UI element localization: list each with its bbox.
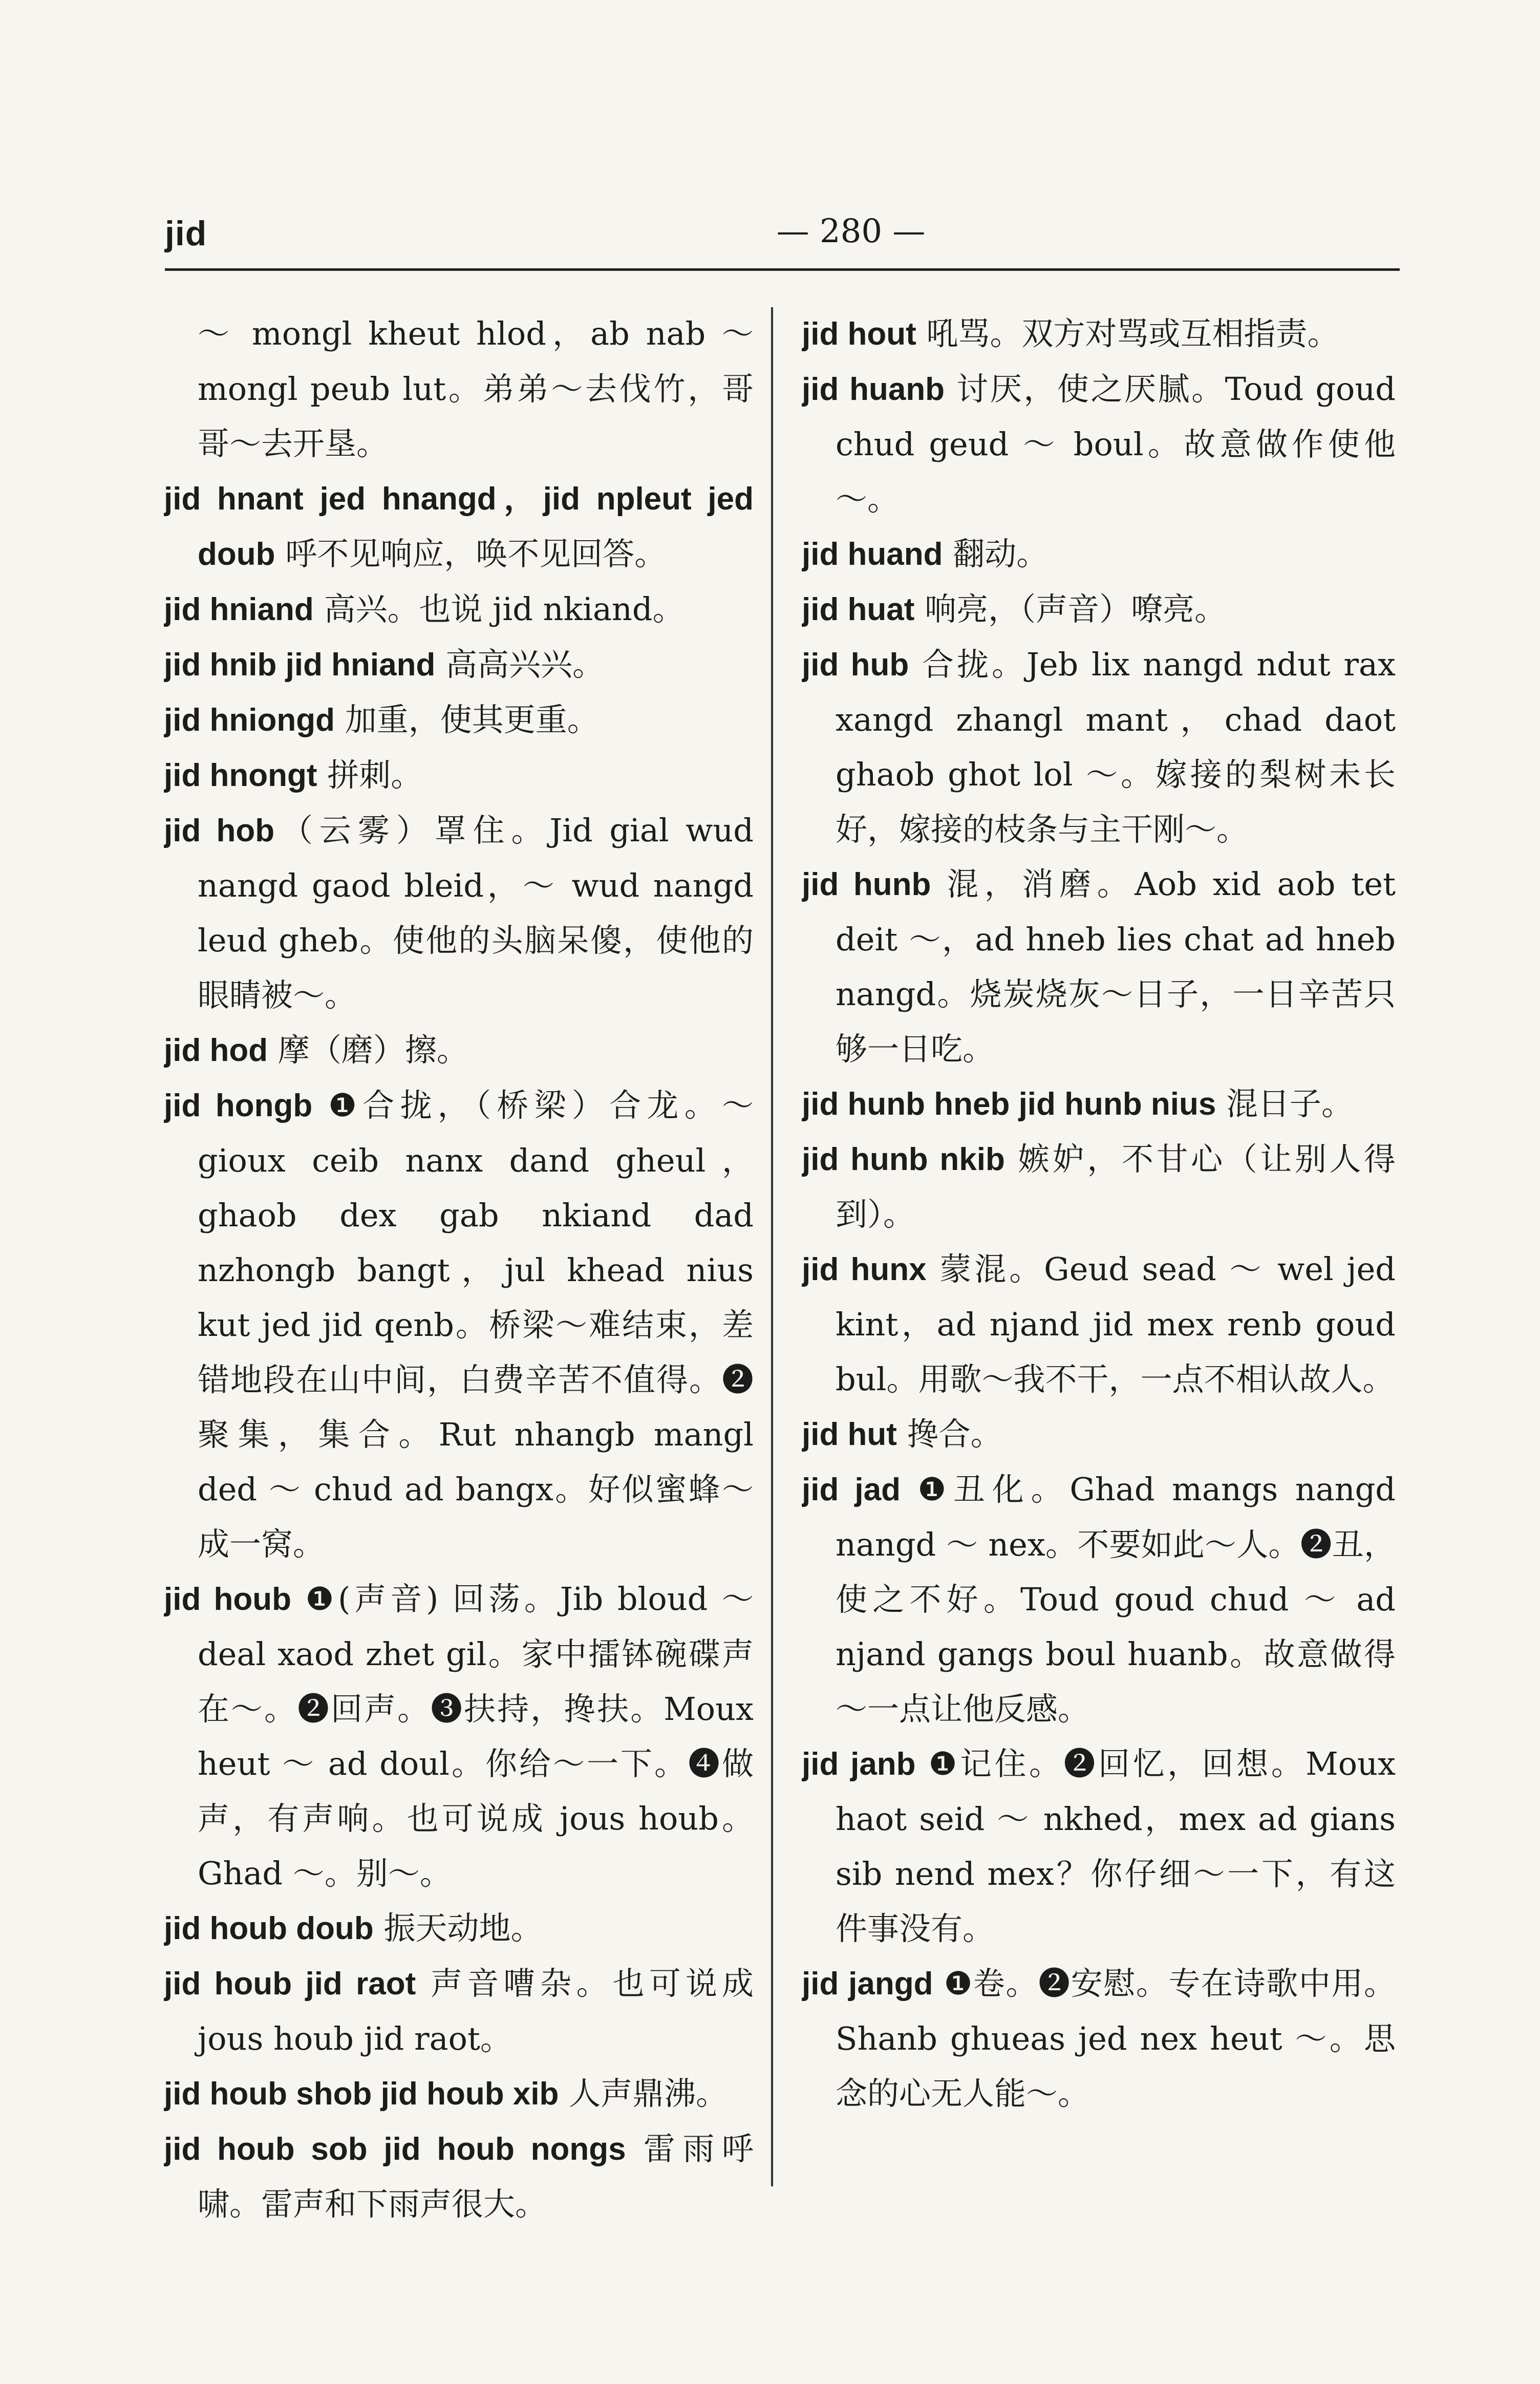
dictionary-entry — [802, 582, 1396, 637]
entry-headword: jid houb shob jid houb xib — [164, 2076, 559, 2112]
entry-definition: 响亮，（声音）嘹亮。 — [914, 590, 1227, 628]
column-divider — [771, 307, 773, 2186]
entry-headword: jid hunb nkib — [802, 1142, 1005, 1177]
page-number: — 280 — — [776, 212, 926, 250]
entry-headword: jid huat — [802, 592, 915, 627]
dictionary-entry — [802, 1242, 1396, 1407]
entry-definition: 嫉妒，不甘心（让别人得到）。 — [836, 1140, 1396, 1233]
entry-headword: jid houb jid raot — [164, 1966, 416, 2002]
entry-definition: ❶合拢，（桥梁）合龙。～ gioux ceib nanx dand gheul，ghaob dex gab nkiand dad nzhongb bangt，jul khead nius kut jed jid qenb。桥梁～难结束，差错地段在山中间，白费辛苦不值得。❷聚集，集合。Rut nhangb mangl ded ～ chud ad bangx。好似蜜蜂～成一窝。 — [198, 1087, 754, 1563]
dictionary-entry — [164, 803, 754, 1023]
dictionary-entry — [164, 637, 754, 692]
dictionary-entry — [802, 1132, 1396, 1242]
entry-definition: 蒙混。Geud sead ～ wel jed kint，ad njand jid mex renb goud bul。用歌～我不干，一点不相认故人。 — [836, 1250, 1396, 1398]
dictionary-entry — [164, 1078, 754, 1571]
dictionary-entry — [164, 2066, 754, 2121]
dictionary-entry — [802, 857, 1396, 1076]
entry-headword: jid hnongt — [164, 758, 317, 793]
entry-headword: jid huanb — [802, 372, 945, 407]
entry-definition: 高高兴兴。 — [435, 646, 605, 683]
entry-definition: 振天动地。 — [373, 1909, 543, 1947]
entry-definition: 吼骂。双方对骂或互相指责。 — [916, 315, 1339, 352]
entry-headword: jid hnant jed hnangd，jid npleut jed doub — [164, 481, 754, 572]
entry-headword: jid houb doub — [164, 1911, 374, 1946]
entry-definition: ❶(声音) 回荡。Jib bloud ～ deal xaod zhet gil。家中擂钵碗碟声在～。❷回声。❸扶持，搀扶。Moux heut ～ ad doul。你给～一下。❹做声，有声响。也可说成 jous houb。Ghad ～。别～。 — [198, 1580, 754, 1892]
right-column — [802, 306, 1396, 2121]
entry-definition: ❶记住。❷回忆，回想。Moux haot seid ～ nkhed，mex ad gians sib nend mex？你仔细～一下，有这件事没有。 — [836, 1745, 1396, 1947]
entry-definition: 讨厌，使之厌腻。Toud goud chud geud ～ boul。故意做作使他～。 — [836, 370, 1396, 518]
entry-definition: 摩（磨）擦。 — [268, 1031, 468, 1069]
entry-definition: 拼刺。 — [317, 756, 423, 794]
dictionary-entry — [164, 1901, 754, 1956]
entry-headword: jid hnib jid hniand — [164, 647, 436, 683]
dictionary-entry — [802, 1076, 1396, 1132]
entry-definition: 呼不见响应，唤不见回答。 — [275, 535, 667, 572]
header-rule — [165, 268, 1400, 271]
entry-headword: jid hub — [802, 647, 909, 683]
dictionary-entry — [164, 1571, 754, 1901]
entry-definition: 声音嘈杂。也可说成 jous houb jid raot。 — [198, 1965, 754, 2057]
dictionary-entry — [802, 306, 1396, 361]
dictionary-entry — [802, 361, 1396, 526]
entry-headword: jid hod — [164, 1033, 268, 1068]
entry-headword: jid houb — [164, 1582, 291, 1617]
dictionary-entry — [164, 1956, 754, 2066]
entry-headword: jid jad — [802, 1472, 901, 1507]
dictionary-entry — [164, 2121, 754, 2231]
entry-headword: jid hniongd — [164, 703, 335, 738]
entry-headword: jid houb sob jid houb nongs — [164, 2132, 626, 2167]
entry-definition: 混日子。 — [1216, 1085, 1354, 1122]
entry-headword: jid hob — [164, 813, 275, 848]
dictionary-entry — [164, 748, 754, 803]
entry-headword: jid hunb hneb jid hunb nius — [802, 1087, 1216, 1122]
entry-definition: ❶卷。❷安慰。专在诗歌中用。Shanb ghueas jed nex heut ～。思念的心无人能～。 — [836, 1965, 1396, 2112]
entry-definition: （云雾）罩住。Jid gial wud nangd gaod bleid，～ wud nangd leud gheb。使他的头脑呆傻，使他的眼睛被～。 — [198, 812, 754, 1014]
entry-definition: 混，消磨。Aob xid aob tet deit ～，ad hneb lies chat ad hneb nangd。烧炭烧灰～日子，一日辛苦只够一日吃。 — [836, 865, 1396, 1068]
entry-definition: ❶丑化。Ghad mangs nangd nangd ～ nex。不要如此～人。❷丑，使之不好。Toud goud chud ～ ad njand gangs boul huanb。故意做得～一点让他反感。 — [836, 1471, 1396, 1728]
dictionary-entry — [802, 1736, 1396, 1956]
dictionary-entry — [164, 471, 754, 582]
entry-definition: 翻动。 — [943, 535, 1049, 572]
dictionary-entry — [164, 692, 754, 748]
entry-headword: jid hunx — [802, 1252, 927, 1287]
dictionary-entry — [802, 637, 1396, 857]
dictionary-entry — [802, 1956, 1396, 2121]
dictionary-entry — [164, 1023, 754, 1078]
dictionary-entry — [164, 582, 754, 637]
entry-headword: jid hongb — [164, 1088, 313, 1123]
guide-word: jid — [165, 214, 207, 253]
entry-definition: 雷雨呼啸。雷声和下雨声很大。 — [198, 2130, 754, 2223]
left-column — [164, 306, 754, 2231]
entry-definition: 人声鼎沸。 — [559, 2075, 728, 2112]
entry-definition: 合拢。Jeb lix nangd ndut rax xangd zhangl mant，chad daot ghaob ghot lol ～。嫁接的梨树未长好，嫁接的枝条与主干刚～。 — [836, 646, 1396, 848]
entry-headword: jid hout — [802, 316, 916, 352]
entry-definition: 高兴。也说 jid nkiand。 — [313, 590, 685, 628]
dictionary-entry — [802, 1462, 1396, 1736]
entry-headword: jid jangd — [802, 1966, 933, 2002]
dictionary-entry — [164, 306, 754, 471]
dictionary-entry — [802, 1407, 1396, 1462]
entry-headword: jid hut — [802, 1417, 897, 1452]
entry-headword: jid hniand — [164, 592, 314, 627]
entry-headword: jid huand — [802, 537, 943, 572]
page-header — [165, 202, 1400, 259]
entry-definition: 搀合。 — [896, 1415, 1002, 1453]
entry-headword: jid janb — [802, 1747, 916, 1782]
dictionary-entry — [802, 526, 1396, 582]
entry-headword: jid hunb — [802, 867, 931, 902]
entry-definition: ～ mongl kheut hlod，ab nab ～ mongl peub lut。弟弟～去伐竹，哥哥～去开垦。 — [198, 315, 754, 462]
entry-definition: 加重，使其更重。 — [335, 701, 599, 738]
